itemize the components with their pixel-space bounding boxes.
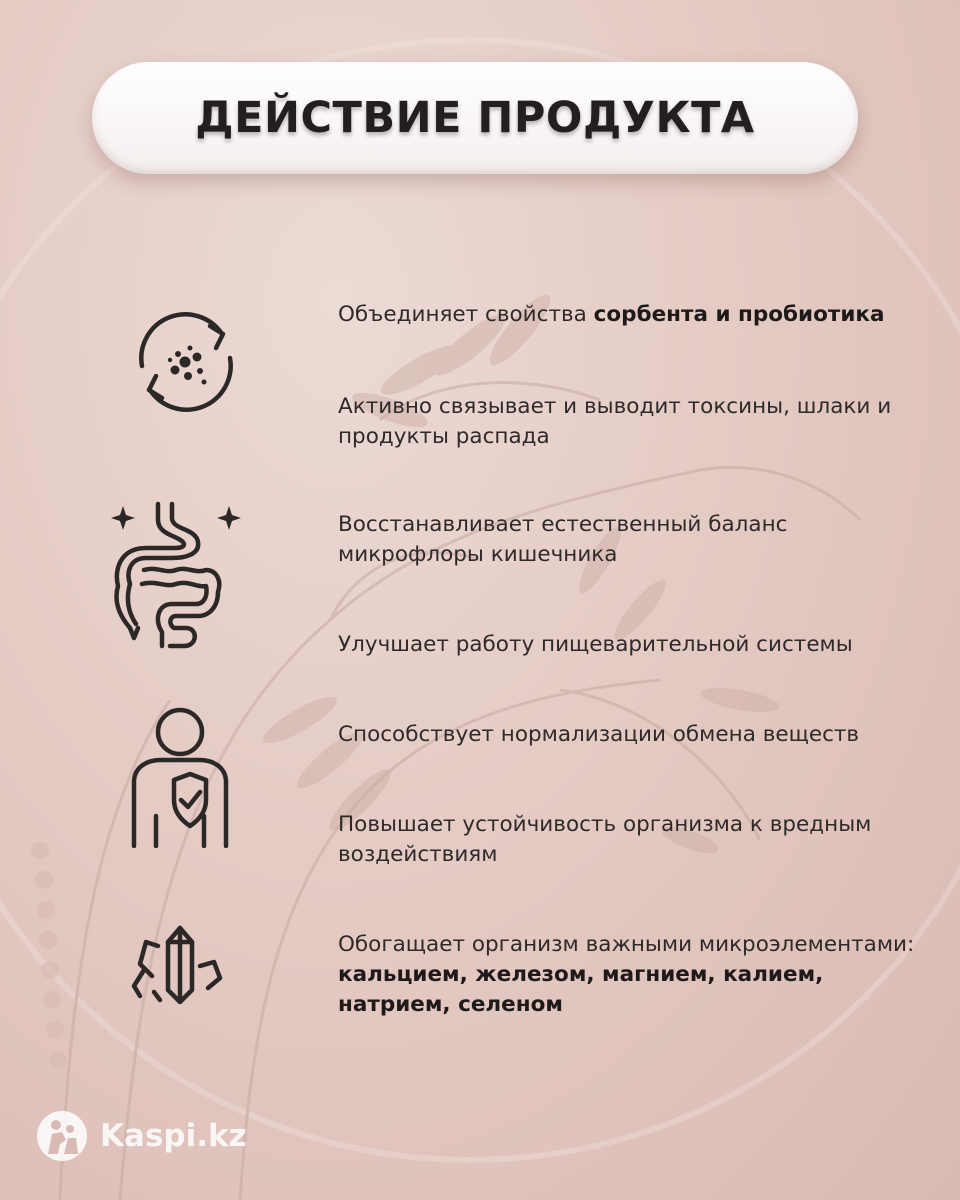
kaspi-logo-icon <box>36 1110 88 1162</box>
immunity-person-icon <box>128 706 232 848</box>
intestine-icon <box>106 500 246 650</box>
page-title: ДЕЙСТВИЕ ПРОДУКТА <box>195 93 755 143</box>
brand-watermark <box>36 1110 247 1162</box>
crystal-minerals-icon <box>130 922 224 1004</box>
benefit-item-3: Восстанавливает естественный баланс микрофлоры кишечника <box>338 512 788 567</box>
benefit-item-6: Повышает устойчивость организма к вредным воздействиям <box>338 812 872 867</box>
benefit-item-5: Способствует нормализации обмена веществ <box>338 722 860 747</box>
detox-cycle-icon <box>130 306 242 418</box>
benefit-item-2: Активно связывает и выводит токсины, шлаки и продукты распада <box>338 394 892 449</box>
brand-name: Kaspi.kz <box>100 1118 247 1154</box>
benefit-item-1: Объединяет свойства сорбента и пробиотика <box>338 302 885 327</box>
title-banner <box>92 62 858 174</box>
benefit-item-7: Обогащает организм важными микроэлементами: кальцием, железом, магнием, калием, натрием, селеном <box>338 932 915 1017</box>
benefit-item-4: Улучшает работу пищеварительной системы <box>338 632 853 657</box>
